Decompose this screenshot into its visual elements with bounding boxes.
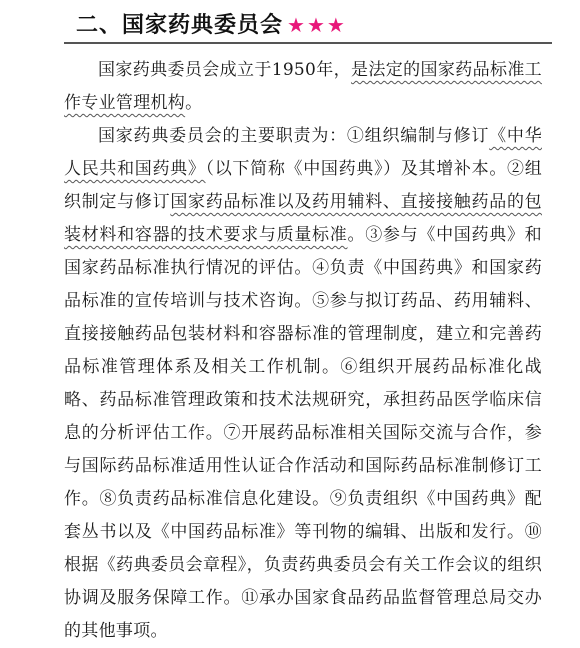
underlined-key-phrase: 是法定的国家药品标准工作专业管理机构 <box>64 60 542 113</box>
paragraph <box>64 54 542 120</box>
underlined-key-phrase: 《中华人民共和国药典》 <box>64 126 542 179</box>
body-text <box>64 54 542 648</box>
paragraph <box>64 120 542 648</box>
text-segment: 国家药典委员会的主要职责为：①组织编制与修订 <box>98 126 490 146</box>
text-segment: （以下简称《中国药典》）及其增补本。②组织制定与修订 <box>64 159 543 212</box>
section-heading <box>76 8 347 39</box>
importance-stars: ★★★ <box>287 13 347 37</box>
text-segment: 。③参与《中国药典》和国家药品标准执行情况的评估。④负责《中国药典》和国家药品标准的宣传培训与技术咨询。⑤参与拟订药品、药用辅料、直接接触药品包装材料和容器标准的管理制度，建立和完善药品标准管理体系及相关工作机制。⑥组织开展药品标准化战略、药品标准管理政策和技术法规研究，承担药品医学临床信息的分析评估工作。⑦开展药品标准相关国际交流与合作，参与国际药品标准适用性认证合作活动和国际药品标准制修订工作。⑧负责药品标准信息化建设。⑨负责组织《中国药典》配套丛书以及《中国药品标准》等刊物的编辑、出版和发行。⑩根据《药典委员会章程》，负责药典委员会有关工作会议的组织协调及服务保障工作。⑪承办国家食品药品监督管理总局交办的其他事项。 <box>64 225 542 641</box>
section-heading-text: 二、国家药典委员会 <box>76 13 284 38</box>
text-segment: 。 <box>185 93 203 113</box>
heading-divider <box>64 42 552 44</box>
underlined-key-phrase: 国家药品标准以及药用辅料、直接接触药品的包装材料和容器的技术要求与质量标准 <box>64 192 542 245</box>
text-segment: 国家药典委员会成立于1950年， <box>98 60 351 80</box>
